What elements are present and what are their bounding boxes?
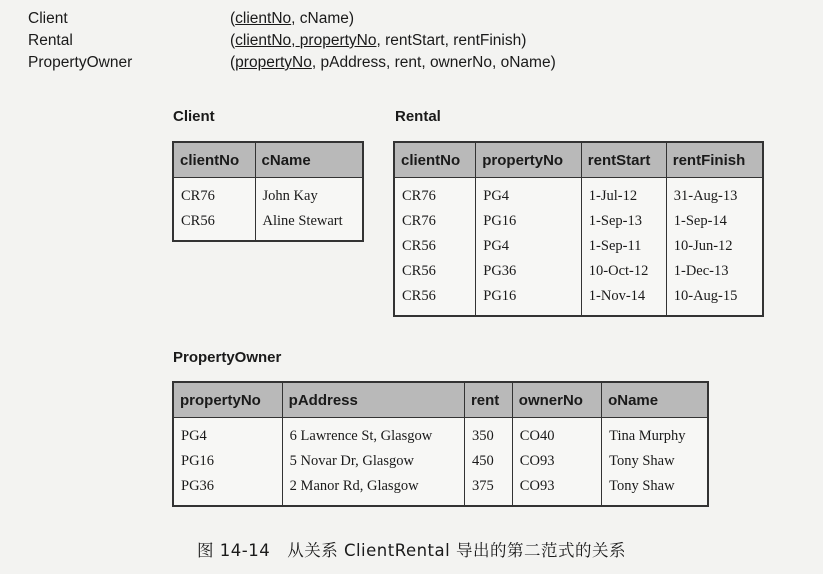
- column-header: clientNo: [394, 142, 476, 178]
- table-cell: Tony Shaw: [602, 449, 708, 474]
- table-row: [173, 418, 708, 450]
- table-cell: 1-Jul-12: [581, 178, 666, 210]
- table-cell: 31-Aug-13: [666, 178, 763, 210]
- column-header: ownerNo: [512, 382, 601, 418]
- table-cell: CR56: [394, 234, 476, 259]
- table-cell: 1-Nov-14: [581, 284, 666, 316]
- schema-row-propertyowner: [28, 52, 556, 74]
- propertyowner-table: [172, 381, 709, 507]
- table-row: [394, 209, 763, 234]
- schema-attr: cName: [299, 10, 349, 27]
- schema-attr: rent: [394, 54, 422, 71]
- table-cell: PG16: [476, 284, 582, 316]
- schema-attr: oName: [500, 54, 551, 71]
- table-row: [394, 234, 763, 259]
- table-row: [173, 178, 363, 210]
- table-cell: Tony Shaw: [602, 474, 708, 506]
- schema-attr: rentFinish: [453, 32, 522, 49]
- table-cell: 10-Aug-15: [666, 284, 763, 316]
- rental-table: [393, 141, 764, 317]
- table-cell: 2 Manor Rd, Glasgow: [282, 474, 464, 506]
- table-row: [394, 259, 763, 284]
- table-cell: PG4: [476, 234, 582, 259]
- table-cell: CR76: [173, 178, 255, 210]
- table-cell: CR56: [394, 284, 476, 316]
- column-header: pAddress: [282, 382, 464, 418]
- table-cell: 5 Novar Dr, Glasgow: [282, 449, 464, 474]
- table-cell: CO93: [512, 474, 601, 506]
- schema-attributes: (clientNo, cName): [230, 10, 355, 27]
- propertyowner-table-title: PropertyOwner: [173, 349, 282, 366]
- schema-key-attr: propertyNo: [299, 32, 377, 49]
- table-cell: CO93: [512, 449, 601, 474]
- table-cell: 350: [464, 418, 512, 450]
- column-header: rentFinish: [666, 142, 763, 178]
- bleed-through-text: [560, 26, 575, 47]
- table-cell: PG36: [173, 474, 282, 506]
- table-header-row: [173, 382, 708, 418]
- table-cell: 450: [464, 449, 512, 474]
- schema-key-attr: propertyNo: [235, 54, 312, 71]
- schema-attributes: (propertyNo, pAddress, rent, ownerNo, oName): [230, 54, 556, 71]
- table-cell: CO40: [512, 418, 601, 450]
- table-cell: CR56: [394, 259, 476, 284]
- table-cell: 1-Sep-14: [666, 209, 763, 234]
- schema-attr: pAddress: [320, 54, 386, 71]
- table-cell: 6 Lawrence St, Glasgow: [282, 418, 464, 450]
- table-header-row: [173, 142, 363, 178]
- schema-key-attr: clientNo: [235, 10, 292, 27]
- table-row: [394, 178, 763, 210]
- column-header: cName: [255, 142, 363, 178]
- table-cell: CR76: [394, 178, 476, 210]
- schema-row-client: [28, 8, 556, 30]
- column-header: rent: [464, 382, 512, 418]
- schema-relation-name: Rental: [28, 32, 73, 49]
- table-row: [173, 209, 363, 241]
- table-cell: PG36: [476, 259, 582, 284]
- table-cell: PG16: [173, 449, 282, 474]
- relation-schema-list: [28, 8, 556, 74]
- schema-attr: ownerNo: [429, 54, 492, 71]
- table-cell: CR76: [394, 209, 476, 234]
- client-table-title: Client: [173, 108, 215, 125]
- table-cell: PG4: [476, 178, 582, 210]
- rental-table-title: Rental: [395, 108, 441, 125]
- column-header: propertyNo: [173, 382, 282, 418]
- table-row: [173, 474, 708, 506]
- table-cell: PG16: [476, 209, 582, 234]
- table-cell: 1-Sep-11: [581, 234, 666, 259]
- table-cell: CR56: [173, 209, 255, 241]
- column-header: oName: [602, 382, 708, 418]
- table-row: [394, 284, 763, 316]
- schema-key-attr: clientNo: [235, 32, 292, 49]
- client-table: [172, 141, 364, 242]
- schema-relation-name: PropertyOwner: [28, 54, 133, 71]
- table-cell: Aline Stewart: [255, 209, 363, 241]
- schema-row-rental: [28, 30, 556, 52]
- table-cell: 10-Jun-12: [666, 234, 763, 259]
- table-cell: 375: [464, 474, 512, 506]
- column-header: clientNo: [173, 142, 255, 178]
- schema-attributes: (clientNo, propertyNo, rentStart, rentFinish): [230, 32, 527, 49]
- table-cell: 10-Oct-12: [581, 259, 666, 284]
- schema-relation-name: Client: [28, 10, 68, 27]
- column-header: rentStart: [581, 142, 666, 178]
- figure-caption: 图 14-14 从关系 ClientRental 导出的第二范式的关系: [197, 541, 626, 560]
- table-cell: 1-Dec-13: [666, 259, 763, 284]
- column-header: propertyNo: [476, 142, 582, 178]
- schema-attr: rentStart: [385, 32, 445, 49]
- table-row: [173, 449, 708, 474]
- table-cell: Tina Murphy: [602, 418, 708, 450]
- table-cell: 1-Sep-13: [581, 209, 666, 234]
- table-header-row: [394, 142, 763, 178]
- table-cell: PG4: [173, 418, 282, 450]
- table-cell: John Kay: [255, 178, 363, 210]
